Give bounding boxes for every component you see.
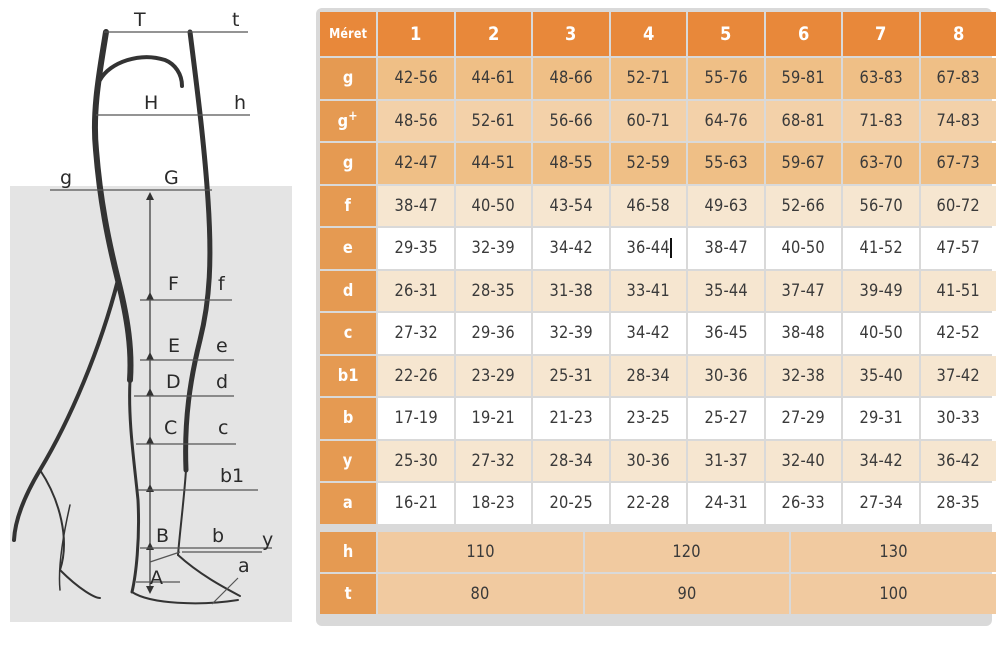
row-label-g-text: g+ <box>337 109 359 133</box>
table-cell <box>611 228 687 269</box>
table-cell-text: 59-67 <box>781 153 825 174</box>
table-cell <box>688 313 764 354</box>
row-label-g-text: g <box>342 153 354 174</box>
header-size-2 <box>456 12 532 56</box>
header-size-4-text: 4 <box>642 23 655 45</box>
table-cell <box>456 356 532 397</box>
row-label-g-text: g <box>342 68 354 89</box>
table-cell-text: 31-38 <box>549 280 593 301</box>
table-cell-text: 41-52 <box>859 238 903 259</box>
table-cell <box>766 398 842 439</box>
table-cell-text: 40-50 <box>859 323 903 344</box>
table-cell <box>688 271 764 312</box>
row-label-h-text: h <box>342 541 354 562</box>
table-cell <box>456 313 532 354</box>
table-cell <box>533 228 609 269</box>
label-C: C <box>164 417 178 439</box>
table-cell <box>688 483 764 524</box>
merged-cell <box>378 532 583 572</box>
table-cell-text: 46-58 <box>626 195 670 216</box>
table-cell-text: 25-30 <box>394 450 438 471</box>
header-size-6 <box>766 12 842 56</box>
table-cell-text: 56-66 <box>549 110 593 131</box>
table-cell-text: 30-33 <box>936 408 980 429</box>
table-cell <box>843 441 919 482</box>
table-cell-text: 42-47 <box>394 153 438 174</box>
table-cell-text: 60-72 <box>936 195 980 216</box>
table-cell <box>843 483 919 524</box>
label-A: A <box>150 567 163 589</box>
row-label-g <box>320 143 376 184</box>
merged-cell <box>791 574 996 614</box>
table-cell-text: 47-57 <box>936 238 980 259</box>
row-label-y-text: y <box>343 450 353 471</box>
label-D: D <box>166 371 181 393</box>
row-label-t <box>320 574 376 614</box>
table-cell <box>378 101 454 142</box>
merged-cell <box>791 532 996 572</box>
label-b1: b1 <box>220 465 245 487</box>
table-cell <box>843 228 919 269</box>
header-size-7 <box>843 12 919 56</box>
row-label-c <box>320 313 376 354</box>
header-size-7-text: 7 <box>874 23 887 45</box>
table-cell-text: 38-47 <box>704 238 748 259</box>
table-cell <box>533 143 609 184</box>
table-cell-text: 27-29 <box>781 408 825 429</box>
table-cell-text: 49-63 <box>704 195 748 216</box>
table-cell-text: 44-61 <box>471 68 515 89</box>
table-cell <box>378 313 454 354</box>
table-cell <box>688 101 764 142</box>
row-label-c-text: c <box>343 323 353 344</box>
merged-cell <box>378 574 583 614</box>
table-cell <box>843 186 919 227</box>
table-cell <box>766 186 842 227</box>
label-b: b <box>212 525 225 547</box>
table-cell-text: 38-47 <box>394 195 438 216</box>
table-cell-text: 74-83 <box>936 110 980 131</box>
table-cell <box>843 271 919 312</box>
row-label-d-text: d <box>342 280 354 301</box>
table-cell <box>456 101 532 142</box>
table-cell <box>611 186 687 227</box>
label-G: G <box>164 167 179 189</box>
merged-cell-text: 130 <box>879 541 908 562</box>
merged-cell <box>585 574 790 614</box>
table-cell-text: 42-52 <box>936 323 980 344</box>
table-cell <box>921 228 997 269</box>
table-cell-text: 38-48 <box>781 323 825 344</box>
table-cell <box>456 228 532 269</box>
table-cell-text: 36-45 <box>704 323 748 344</box>
header-size-2-text: 2 <box>487 23 500 45</box>
header-size-3-text: 3 <box>564 23 577 45</box>
merged-cell <box>585 532 790 572</box>
table-cell-text: 52-71 <box>626 68 670 89</box>
row-label-d <box>320 271 376 312</box>
table-cell <box>533 101 609 142</box>
table-cell-text: 32-39 <box>471 238 515 259</box>
table-cell <box>611 58 687 99</box>
pant-top-outline <box>100 57 182 86</box>
table-cell <box>378 356 454 397</box>
table-cell <box>843 101 919 142</box>
table-cell <box>766 228 842 269</box>
table-cell-text: 25-27 <box>704 408 748 429</box>
table-cell-text: 32-40 <box>781 450 825 471</box>
table-cell <box>378 58 454 99</box>
merged-cell-text: 120 <box>672 541 702 562</box>
table-cell-text: 28-34 <box>626 365 670 386</box>
table-cell <box>921 483 997 524</box>
table-cell <box>533 356 609 397</box>
table-cell-text: 18-23 <box>471 493 515 514</box>
table-cell-text: 23-29 <box>471 365 515 386</box>
table-cell <box>688 58 764 99</box>
table-cell-text: 44-51 <box>471 153 515 174</box>
table-cell <box>921 398 997 439</box>
label-a: a <box>238 555 250 577</box>
merged-cell-text: 80 <box>470 583 490 604</box>
merged-cell-text: 100 <box>879 583 908 604</box>
table-cell-text: 37-47 <box>781 280 825 301</box>
table-cell-text: 63-83 <box>859 68 903 89</box>
table-cell <box>921 58 997 99</box>
table-cell-text: 48-66 <box>549 68 593 89</box>
table-cell <box>378 228 454 269</box>
table-cell <box>921 356 997 397</box>
table-cell <box>533 271 609 312</box>
table-cell <box>456 186 532 227</box>
table-cell-text: 27-32 <box>471 450 515 471</box>
table-cell-text: 35-44 <box>704 280 748 301</box>
table-cell <box>378 398 454 439</box>
table-cell-text: 37-42 <box>936 365 980 386</box>
table-cell <box>766 483 842 524</box>
table-cell-text: 28-35 <box>471 280 515 301</box>
table-cell-text: 34-42 <box>549 238 593 259</box>
label-y: y <box>262 529 274 551</box>
table-cell <box>611 101 687 142</box>
label-T: T <box>134 9 146 31</box>
table-cell <box>921 313 997 354</box>
table-cell <box>766 356 842 397</box>
table-cell-text: 40-50 <box>781 238 825 259</box>
text-cursor <box>670 238 672 258</box>
table-cell <box>766 143 842 184</box>
table-cell <box>843 58 919 99</box>
table-cell <box>456 483 532 524</box>
row-label-f <box>320 186 376 227</box>
row-label-b-text: b <box>342 408 354 429</box>
table-cell <box>688 143 764 184</box>
table-cell-text: 29-31 <box>859 408 903 429</box>
table-cell <box>688 186 764 227</box>
table-cell <box>378 271 454 312</box>
table-cell <box>533 313 609 354</box>
table-cell <box>843 398 919 439</box>
header-size-8-text: 8 <box>952 23 965 45</box>
label-d: d <box>216 371 229 393</box>
row-label-b1 <box>320 356 376 397</box>
table-cell <box>456 441 532 482</box>
table-cell <box>766 441 842 482</box>
table-cell-text: 41-51 <box>936 280 980 301</box>
table-cell <box>533 58 609 99</box>
table-cell <box>533 186 609 227</box>
table-cell-text: 59-81 <box>781 68 825 89</box>
table-cell <box>921 143 997 184</box>
table-cell-text: 30-36 <box>626 450 670 471</box>
table-cell-text: 28-34 <box>549 450 593 471</box>
table-cell-text: 60-71 <box>626 110 670 131</box>
table-cell <box>533 483 609 524</box>
table-cell-text: 34-42 <box>626 323 670 344</box>
table-cell-text: 52-61 <box>471 110 515 131</box>
table-cell-text: 64-76 <box>704 110 748 131</box>
table-cell-text: 55-63 <box>704 153 748 174</box>
table-cell-text: 26-33 <box>781 493 825 514</box>
table-cell-text: 55-76 <box>704 68 748 89</box>
table-cell-text: 52-66 <box>781 195 825 216</box>
table-cell-text: 25-31 <box>549 365 593 386</box>
row-label-f-text: f <box>344 195 352 216</box>
table-cell <box>611 313 687 354</box>
label-f: f <box>218 273 225 295</box>
table-cell-text: 42-56 <box>394 68 438 89</box>
table-cell-text: 56-70 <box>859 195 903 216</box>
row-label-h <box>320 532 376 572</box>
row-label-superscript: + <box>348 109 359 125</box>
header-size-5-text: 5 <box>719 23 732 45</box>
table-cell-text: 48-56 <box>394 110 438 131</box>
merged-cell-text: 90 <box>677 583 697 604</box>
header-size-8 <box>921 12 997 56</box>
table-cell-text: 22-26 <box>394 365 438 386</box>
table-cell <box>766 101 842 142</box>
table-cell-text: 68-81 <box>781 110 825 131</box>
row-label-b <box>320 398 376 439</box>
label-g: g <box>60 167 73 189</box>
header-size-1-text: 1 <box>409 23 422 45</box>
header-size-1 <box>378 12 454 56</box>
table-cell <box>533 398 609 439</box>
table-cell <box>766 271 842 312</box>
row-label-a <box>320 483 376 524</box>
table-cell-text: 52-59 <box>626 153 670 174</box>
table-cell-text: 27-34 <box>859 493 903 514</box>
table-cell <box>533 441 609 482</box>
table-cell <box>688 398 764 439</box>
label-t: t <box>232 9 240 31</box>
label-H: H <box>144 92 159 114</box>
table-cell <box>378 186 454 227</box>
leg-measurement-diagram <box>0 0 300 646</box>
merged-cell-text: 110 <box>466 541 495 562</box>
table-cell-text: 34-42 <box>859 450 903 471</box>
table-cell-text: 33-41 <box>626 280 670 301</box>
table-cell <box>456 271 532 312</box>
table-cell <box>921 101 997 142</box>
table-cell <box>378 441 454 482</box>
header-size-label <box>320 12 376 56</box>
table-cell-text: 26-31 <box>394 280 438 301</box>
row-label-t-text: t <box>344 583 352 604</box>
table-cell-text: 71-83 <box>859 110 903 131</box>
label-E: E <box>168 335 181 357</box>
row-label-g <box>320 101 376 142</box>
label-B: B <box>156 525 170 547</box>
table-cell <box>843 356 919 397</box>
table-cell <box>921 186 997 227</box>
header-size-label-text: Méret <box>328 26 367 42</box>
table-cell <box>843 143 919 184</box>
table-cell <box>688 441 764 482</box>
table-cell-text: 36-44 <box>626 238 670 259</box>
table-cell-text: 32-38 <box>781 365 825 386</box>
table-cell <box>611 441 687 482</box>
row-label-a-text: a <box>342 493 354 514</box>
table-cell <box>766 58 842 99</box>
table-cell <box>611 356 687 397</box>
table-cell-text: 48-55 <box>549 153 593 174</box>
diagram-background <box>10 186 292 622</box>
table-cell <box>456 143 532 184</box>
row-label-b1-text: b1 <box>337 365 359 386</box>
table-cell <box>611 483 687 524</box>
table-cell <box>611 271 687 312</box>
table-cell-text: 24-31 <box>704 493 748 514</box>
table-cell-text: 35-40 <box>859 365 903 386</box>
table-cell-text: 31-37 <box>704 450 748 471</box>
label-h: h <box>234 92 247 114</box>
table-cell-text: 39-49 <box>859 280 903 301</box>
label-c: c <box>218 417 229 439</box>
table-cell-text: 21-23 <box>549 408 593 429</box>
header-size-3 <box>533 12 609 56</box>
table-cell-text: 67-73 <box>936 153 980 174</box>
table-cell-text: 29-36 <box>471 323 515 344</box>
row-label-e <box>320 228 376 269</box>
table-cell-text: 19-21 <box>471 408 515 429</box>
table-cell <box>921 441 997 482</box>
table-cell <box>766 313 842 354</box>
size-chart-table <box>316 8 992 626</box>
label-F: F <box>168 273 179 295</box>
row-label-y <box>320 441 376 482</box>
label-e: e <box>216 335 228 357</box>
header-size-4 <box>611 12 687 56</box>
table-cell <box>456 398 532 439</box>
table-cell-text: 27-32 <box>394 323 438 344</box>
table-cell <box>456 58 532 99</box>
table-cell <box>688 356 764 397</box>
table-cell-text: 36-42 <box>936 450 980 471</box>
header-size-6-text: 6 <box>797 23 810 45</box>
header-size-5 <box>688 12 764 56</box>
table-cell-text: 40-50 <box>471 195 515 216</box>
table-cell-text: 43-54 <box>549 195 593 216</box>
table-cell <box>611 143 687 184</box>
table-cell-text: 20-25 <box>549 493 593 514</box>
table-cell <box>843 313 919 354</box>
row-label-e-text: e <box>342 238 354 259</box>
table-cell-text: 63-70 <box>859 153 903 174</box>
table-cell-text: 23-25 <box>626 408 670 429</box>
table-cell-text: 17-19 <box>394 408 438 429</box>
table-cell <box>688 228 764 269</box>
table-cell-text: 67-83 <box>936 68 980 89</box>
table-cell-text: 29-35 <box>394 238 438 259</box>
table-cell <box>921 271 997 312</box>
table-cell-text: 28-35 <box>936 493 980 514</box>
table-cell <box>611 398 687 439</box>
table-cell <box>378 143 454 184</box>
table-cell-text: 16-21 <box>394 493 438 514</box>
table-cell-text: 30-36 <box>704 365 748 386</box>
table-cell-text: 22-28 <box>626 493 670 514</box>
table-cell-text: 32-39 <box>549 323 593 344</box>
row-label-g <box>320 58 376 99</box>
table-cell <box>378 483 454 524</box>
